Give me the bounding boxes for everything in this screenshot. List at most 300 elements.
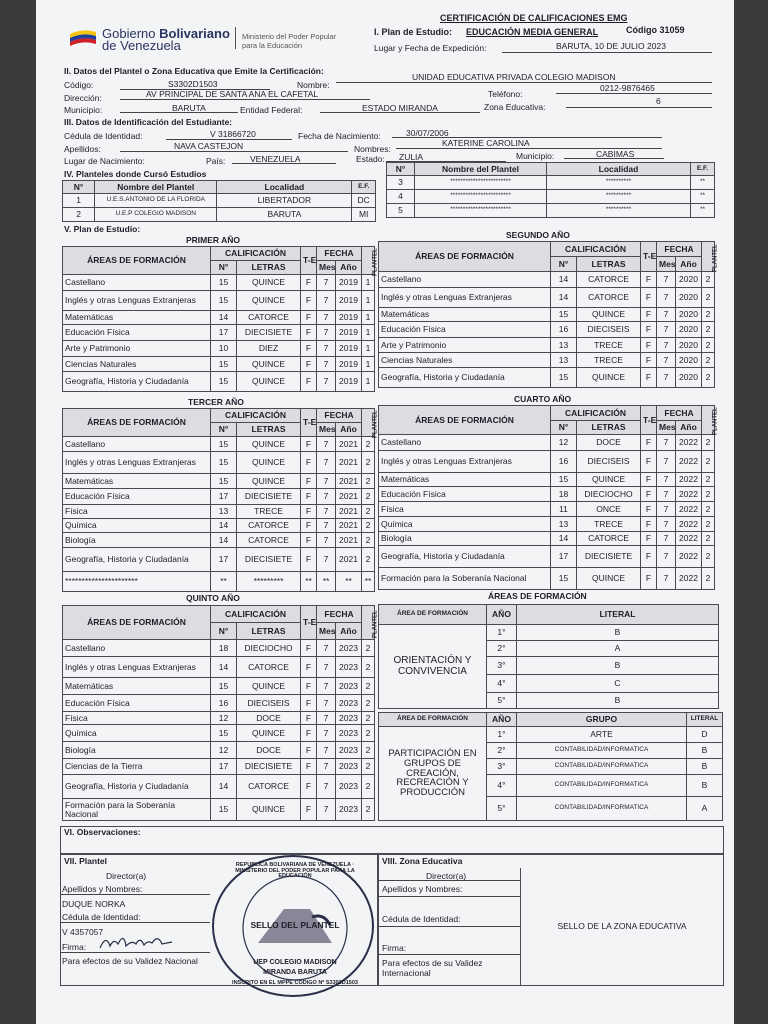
area-name: Matemáticas xyxy=(379,473,551,487)
plantel-firma-label: Firma: xyxy=(62,942,87,952)
grade-cell: 2 xyxy=(362,725,375,742)
area-name: Física xyxy=(63,505,211,519)
grade-cell: QUINCE xyxy=(237,474,301,489)
area-name: Castellano xyxy=(63,275,211,291)
grade-cell: ********* xyxy=(237,572,301,592)
pais-value: VENEZUELA xyxy=(250,154,301,164)
cell: ********** xyxy=(547,176,691,190)
section8-title: VIII. Zona Educativa xyxy=(382,856,463,866)
grade-cell: 7 xyxy=(317,325,336,341)
grade-cell: 18 xyxy=(211,640,237,657)
grade-cell: 2023 xyxy=(336,775,362,799)
place-date-label: Lugar y Fecha de Expedición: xyxy=(374,43,487,53)
grade-cell: TRECE xyxy=(577,517,641,532)
cell: B xyxy=(517,657,719,675)
cell: C xyxy=(517,675,719,693)
cell: CONTABILIDAD/INFORMATICA xyxy=(517,759,687,775)
grade-cell: 2 xyxy=(362,712,375,725)
grade-cell: F xyxy=(301,311,317,325)
observaciones-box xyxy=(60,826,724,854)
area-name: Inglés y otras Lenguas Extranjeras xyxy=(63,291,211,311)
plantel-header xyxy=(362,606,379,640)
grade-cell: 7 xyxy=(317,489,336,505)
cell: LIBERTADOR xyxy=(217,194,352,208)
num-header: N° xyxy=(551,421,577,435)
grade-cell: 2 xyxy=(362,759,375,775)
grade-cell: 2 xyxy=(362,533,375,548)
direccion-value: AV PRINCIPAL DE SANTA ANA EL CAFETAL xyxy=(146,89,319,99)
letras-header: LETRAS xyxy=(577,421,641,435)
table-row xyxy=(387,176,715,190)
grade-cell: F xyxy=(301,325,317,341)
table-row xyxy=(63,341,375,357)
area-name: Geografía, Historia y Ciudadanía xyxy=(379,546,551,568)
grade-cell: 2 xyxy=(702,322,715,338)
signature-icon xyxy=(96,930,176,954)
table-row xyxy=(379,322,715,338)
section3-title: III. Datos de Identificación del Estudiante: xyxy=(64,117,233,127)
divider xyxy=(378,896,520,897)
grade-cell: 15 xyxy=(211,291,237,311)
grade-cell: 7 xyxy=(317,799,336,821)
grade-cell: 2 xyxy=(702,517,715,532)
grade-cell: 2 xyxy=(362,548,375,572)
grade-cell: 2023 xyxy=(336,799,362,821)
grade-cell: 7 xyxy=(317,311,336,325)
table-row xyxy=(63,678,375,695)
cell: ************************ xyxy=(415,204,547,218)
grade-cell: 2 xyxy=(702,487,715,502)
table-row xyxy=(379,546,715,568)
grade-cell: 14 xyxy=(211,311,237,325)
calificacion-header: CALIFICACIÓN xyxy=(211,606,301,623)
grade-cell: 1 xyxy=(362,291,375,311)
grade-cell: 1 xyxy=(362,325,375,341)
grade-cell: 7 xyxy=(317,519,336,533)
table-row xyxy=(63,489,375,505)
year-title-5: QUINTO AÑO xyxy=(186,593,240,603)
grade-cell: 17 xyxy=(551,546,577,568)
grade-cell: 14 xyxy=(211,533,237,548)
cell: B xyxy=(687,759,723,775)
area-name: Arte y Patrimonio xyxy=(63,341,211,357)
grade-cell: F xyxy=(301,357,317,372)
table-row xyxy=(63,775,375,799)
area-name: Matemáticas xyxy=(63,678,211,695)
te-header: T-E xyxy=(301,409,317,437)
te-header: T-E xyxy=(641,242,657,272)
table-row xyxy=(387,190,715,204)
grade-cell: 2 xyxy=(362,437,375,452)
grade-cell: 16 xyxy=(551,322,577,338)
grade-cell: QUINCE xyxy=(237,452,301,474)
table-row xyxy=(63,291,375,311)
grade-cell: 7 xyxy=(317,775,336,799)
zona-cedula-label: Cédula de Identidad: xyxy=(382,914,461,924)
pais-label: País: xyxy=(206,156,226,166)
place-date-value: BARUTA, 10 DE JULIO 2023 xyxy=(556,41,666,51)
cell: B xyxy=(687,775,723,797)
fecha-header: FECHA xyxy=(317,606,362,623)
cell: 4° xyxy=(487,675,517,693)
cell: ARTE xyxy=(517,727,687,743)
cell: D xyxy=(687,727,723,743)
planteles-table-right xyxy=(386,162,715,218)
grade-cell: TRECE xyxy=(577,353,641,368)
section6-title: VI. Observaciones: xyxy=(64,827,141,837)
area-name: Matemáticas xyxy=(63,474,211,489)
col-header: Localidad xyxy=(217,181,352,194)
direccion-underline xyxy=(120,99,370,100)
grades-table xyxy=(62,246,379,392)
table-row xyxy=(379,368,715,388)
grade-cell: 7 xyxy=(317,678,336,695)
grade-cell: 2023 xyxy=(336,712,362,725)
grade-cell: F xyxy=(641,272,657,288)
ministry-line1: Ministerio del Poder Popular xyxy=(242,32,337,41)
grade-cell: 15 xyxy=(211,474,237,489)
cell: U.E.S.ANTONIO DE LA FLORIDA xyxy=(95,194,217,208)
num-header: N° xyxy=(211,423,237,437)
grade-cell: 7 xyxy=(317,725,336,742)
municipio-nac-value: CABIMAS xyxy=(596,149,635,159)
grade-cell: ** xyxy=(336,572,362,592)
grade-cell: 2022 xyxy=(676,517,702,532)
anio-header: Año xyxy=(336,423,362,437)
grade-cell: 2023 xyxy=(336,725,362,742)
letras-header: LETRAS xyxy=(237,423,301,437)
grade-cell: 1 xyxy=(362,311,375,325)
grade-cell: 15 xyxy=(211,372,237,392)
grade-cell: DIECISIETE xyxy=(237,325,301,341)
plan-label: I. Plan de Estudio: xyxy=(374,27,453,37)
grade-cell: 2 xyxy=(702,502,715,517)
grade-cell: 7 xyxy=(657,368,676,388)
plantel-header-label: PLANTEL xyxy=(372,610,379,638)
grade-cell: 13 xyxy=(211,505,237,519)
table-row xyxy=(379,625,719,641)
cell: U.E.P COLEGIO MADISON xyxy=(95,208,217,222)
table-row xyxy=(63,548,375,572)
area-name: Biología xyxy=(63,533,211,548)
place-date-underline xyxy=(502,52,712,53)
grade-cell: 2019 xyxy=(336,275,362,291)
ministry-line2: para la Educación xyxy=(242,41,303,50)
grade-cell: QUINCE xyxy=(577,368,641,388)
zona-sello-label: SELLO DE LA ZONA EDUCATIVA xyxy=(557,921,687,931)
grade-cell: F xyxy=(641,353,657,368)
table-row xyxy=(63,695,375,712)
area-name: Química xyxy=(379,517,551,532)
num-header: N° xyxy=(551,257,577,272)
grade-cell: 2021 xyxy=(336,548,362,572)
grade-cell: F xyxy=(301,695,317,712)
table-row xyxy=(379,435,715,451)
grade-cell: 7 xyxy=(657,288,676,308)
cell: DC xyxy=(352,194,376,208)
grade-cell: CATORCE xyxy=(237,533,301,548)
grade-cell: 7 xyxy=(657,546,676,568)
grade-cell: 2 xyxy=(702,338,715,353)
table-row xyxy=(63,452,375,474)
mes-header: Mes xyxy=(657,421,676,435)
grade-cell: CATORCE xyxy=(577,288,641,308)
area-name: Educación Física xyxy=(63,489,211,505)
grade-cell: 11 xyxy=(551,502,577,517)
certificate-page xyxy=(36,0,734,1024)
table-row xyxy=(63,474,375,489)
codigo-value: S3302D1503 xyxy=(168,79,218,89)
grade-cell: 2 xyxy=(362,640,375,657)
grade-cell: F xyxy=(641,532,657,546)
divider xyxy=(378,954,520,955)
col-header: N° xyxy=(387,163,415,176)
area-name: Geografía, Historia y Ciudadanía xyxy=(63,548,211,572)
area-name: Ciencias Naturales xyxy=(63,357,211,372)
apellidos-label: Apellidos: xyxy=(64,144,101,154)
table-row xyxy=(379,727,723,743)
grade-cell: 2021 xyxy=(336,474,362,489)
grade-cell: 7 xyxy=(657,517,676,532)
col-header: Localidad xyxy=(547,163,691,176)
grade-cell: F xyxy=(301,437,317,452)
table-row xyxy=(63,640,375,657)
grade-cell: 7 xyxy=(317,357,336,372)
grade-cell: 7 xyxy=(657,338,676,353)
year-title-4: CUARTO AÑO xyxy=(514,394,572,404)
grade-cell: 2 xyxy=(362,474,375,489)
zona-efectos: Para efectos de su Validez Internacional xyxy=(382,958,483,979)
grade-cell: QUINCE xyxy=(237,678,301,695)
fecha-header: FECHA xyxy=(657,406,702,421)
col-header: N° xyxy=(63,181,95,194)
area-name: Química xyxy=(63,725,211,742)
area-name: Castellano xyxy=(379,272,551,288)
grade-cell: F xyxy=(301,519,317,533)
grades-table xyxy=(62,605,379,821)
grade-cell: 7 xyxy=(657,473,676,487)
cell: ** xyxy=(691,204,715,218)
grade-cell: 2 xyxy=(362,489,375,505)
cell: 4 xyxy=(387,190,415,204)
grade-cell: 7 xyxy=(657,353,676,368)
table-row xyxy=(63,194,376,208)
grade-cell: 2019 xyxy=(336,357,362,372)
plantel-cedula-label: Cédula de Identidad: xyxy=(62,912,141,922)
table-row xyxy=(63,275,375,291)
col-header: GRUPO xyxy=(517,713,687,727)
grade-cell: 7 xyxy=(317,341,336,357)
divider xyxy=(60,894,210,895)
grade-cell: 2019 xyxy=(336,341,362,357)
cell: B xyxy=(687,743,723,759)
plantel-header-label: PLANTEL xyxy=(712,407,719,436)
grade-cell: 2 xyxy=(362,695,375,712)
grade-cell: 15 xyxy=(551,473,577,487)
grade-cell: 2021 xyxy=(336,489,362,505)
area-name: Inglés y otras Lenguas Extranjeras xyxy=(63,657,211,678)
grupos-table xyxy=(378,712,723,821)
plantel-header xyxy=(362,247,379,276)
grade-cell: 15 xyxy=(211,275,237,291)
grade-cell: 2021 xyxy=(336,519,362,533)
flag-icon xyxy=(68,28,98,48)
anio-header: Año xyxy=(336,261,362,275)
cell: A xyxy=(687,797,723,821)
grade-cell: 2021 xyxy=(336,437,362,452)
anio-header: Año xyxy=(336,623,362,640)
stamp-bottom-text: UEP COLEGIO MADISON xyxy=(253,959,337,966)
grade-cell: 15 xyxy=(211,725,237,742)
cell: 1 xyxy=(63,194,95,208)
areas-header: ÁREAS DE FORMACIÓN xyxy=(379,406,551,435)
col-header: E.F. xyxy=(352,181,376,194)
stamp-code-text: INSCRITO EN EL MPPE CODIGO Nº S3302D1503 xyxy=(232,980,358,986)
grade-cell: 2 xyxy=(362,657,375,678)
grade-cell: 7 xyxy=(317,640,336,657)
grade-cell: F xyxy=(301,372,317,392)
cell: 3° xyxy=(487,657,517,675)
grade-cell: 2 xyxy=(362,519,375,533)
zona-label: Zona Educativa: xyxy=(484,102,546,112)
te-header: T-E xyxy=(301,606,317,640)
zona-value: 6 xyxy=(656,96,661,106)
entidad-label: Entidad Federal: xyxy=(240,105,303,115)
table-row xyxy=(63,742,375,759)
grade-cell: CATORCE xyxy=(237,657,301,678)
plantel-header xyxy=(362,409,379,438)
grade-cell: QUINCE xyxy=(237,725,301,742)
grade-cell: DIECISEIS xyxy=(577,451,641,473)
grade-cell: 13 xyxy=(551,338,577,353)
table-row xyxy=(63,325,375,341)
calificacion-header: CALIFICACIÓN xyxy=(551,242,641,257)
divider xyxy=(60,922,210,923)
fecha-nac-value: 30/07/2006 xyxy=(406,128,449,138)
grade-cell: 2023 xyxy=(336,759,362,775)
grade-cell: 7 xyxy=(317,505,336,519)
grade-cell: 2 xyxy=(362,452,375,474)
col-header: Nombre del Plantel xyxy=(95,181,217,194)
direccion-label: Dirección: xyxy=(64,93,102,103)
grade-cell: 2022 xyxy=(676,473,702,487)
area-name: Ciencias de la Tierra xyxy=(63,759,211,775)
grade-cell: 2 xyxy=(702,308,715,322)
grade-cell: DIEZ xyxy=(237,341,301,357)
grade-cell: F xyxy=(301,533,317,548)
grade-cell: 2 xyxy=(702,353,715,368)
logo-bold: Bolivariano xyxy=(159,26,230,41)
grade-cell: F xyxy=(641,451,657,473)
table-row xyxy=(379,517,715,532)
logo-line1: Gobierno xyxy=(102,26,156,41)
orientacion-area: ORIENTACIÓN Y CONVIVENCIA xyxy=(379,625,487,709)
grade-cell: 2 xyxy=(362,678,375,695)
grade-cell: F xyxy=(301,678,317,695)
stamp-label: SELLO DEL PLANTEL xyxy=(250,920,340,930)
grade-cell: 2021 xyxy=(336,505,362,519)
municipio-nac-label: Municipio: xyxy=(516,151,555,161)
area-name: Química xyxy=(63,519,211,533)
grade-cell: QUINCE xyxy=(237,372,301,392)
grade-cell: F xyxy=(641,568,657,590)
grade-cell: 2 xyxy=(702,568,715,590)
divider xyxy=(378,926,520,927)
grade-cell: 7 xyxy=(317,437,336,452)
year-title-3: TERCER AÑO xyxy=(188,397,244,407)
area-name: Educación Física xyxy=(379,322,551,338)
grade-cell: 2020 xyxy=(676,353,702,368)
municipio-value: BARUTA xyxy=(172,103,206,113)
cell: ********** xyxy=(547,204,691,218)
grades-table xyxy=(62,408,379,592)
government-logo xyxy=(68,28,98,48)
table-row xyxy=(63,437,375,452)
te-header: T-E xyxy=(301,247,317,275)
municipio-label: Municipio: xyxy=(64,105,103,115)
estado-label: Estado: xyxy=(356,154,385,164)
grade-cell: 2019 xyxy=(336,291,362,311)
table-row xyxy=(63,519,375,533)
grade-cell: 17 xyxy=(211,759,237,775)
grade-cell: 2 xyxy=(362,505,375,519)
grade-cell: 15 xyxy=(551,368,577,388)
grade-cell: 7 xyxy=(657,322,676,338)
grade-cell: 2021 xyxy=(336,533,362,548)
grade-cell: 7 xyxy=(657,568,676,590)
grade-cell: ONCE xyxy=(577,502,641,517)
grade-cell: F xyxy=(301,725,317,742)
plantel-efectos: Para efectos de su Validez Nacional xyxy=(62,956,198,966)
grade-cell: F xyxy=(301,548,317,572)
grade-cell: F xyxy=(641,322,657,338)
table-row xyxy=(63,208,376,222)
grade-cell: F xyxy=(301,452,317,474)
grade-cell: DIECISIETE xyxy=(237,548,301,572)
cedula-value: V 31866720 xyxy=(210,129,256,139)
cedula-label: Cédula de Identidad: xyxy=(64,131,143,141)
municipio-underline xyxy=(120,112,238,113)
table-row xyxy=(63,799,375,821)
plantel-header xyxy=(702,242,719,272)
fecha-header: FECHA xyxy=(317,409,362,423)
municipio-nac-underline xyxy=(564,158,664,159)
cell: ** xyxy=(691,176,715,190)
table-row xyxy=(379,288,715,308)
grade-cell: 7 xyxy=(317,474,336,489)
grade-cell: 7 xyxy=(317,759,336,775)
grade-cell: 1 xyxy=(362,341,375,357)
grade-cell: QUINCE xyxy=(237,799,301,821)
calificacion-header: CALIFICACIÓN xyxy=(551,406,641,421)
area-name: Matemáticas xyxy=(63,311,211,325)
cell: CONTABILIDAD/INFORMATICA xyxy=(517,775,687,797)
grade-cell: 13 xyxy=(551,517,577,532)
grade-cell: 2 xyxy=(702,272,715,288)
cell: BARUTA xyxy=(217,208,352,222)
cell: 1° xyxy=(487,727,517,743)
area-name: Educación Física xyxy=(379,487,551,502)
cell: A xyxy=(517,641,719,657)
table-row xyxy=(63,572,375,592)
grade-cell: 2021 xyxy=(336,452,362,474)
grade-cell: QUINCE xyxy=(577,568,641,590)
grade-cell: 15 xyxy=(551,568,577,590)
plan-code: Código 31059 xyxy=(626,25,685,35)
grade-cell: 2020 xyxy=(676,288,702,308)
area-name: ********************** xyxy=(63,572,211,592)
area-name: Castellano xyxy=(63,640,211,657)
